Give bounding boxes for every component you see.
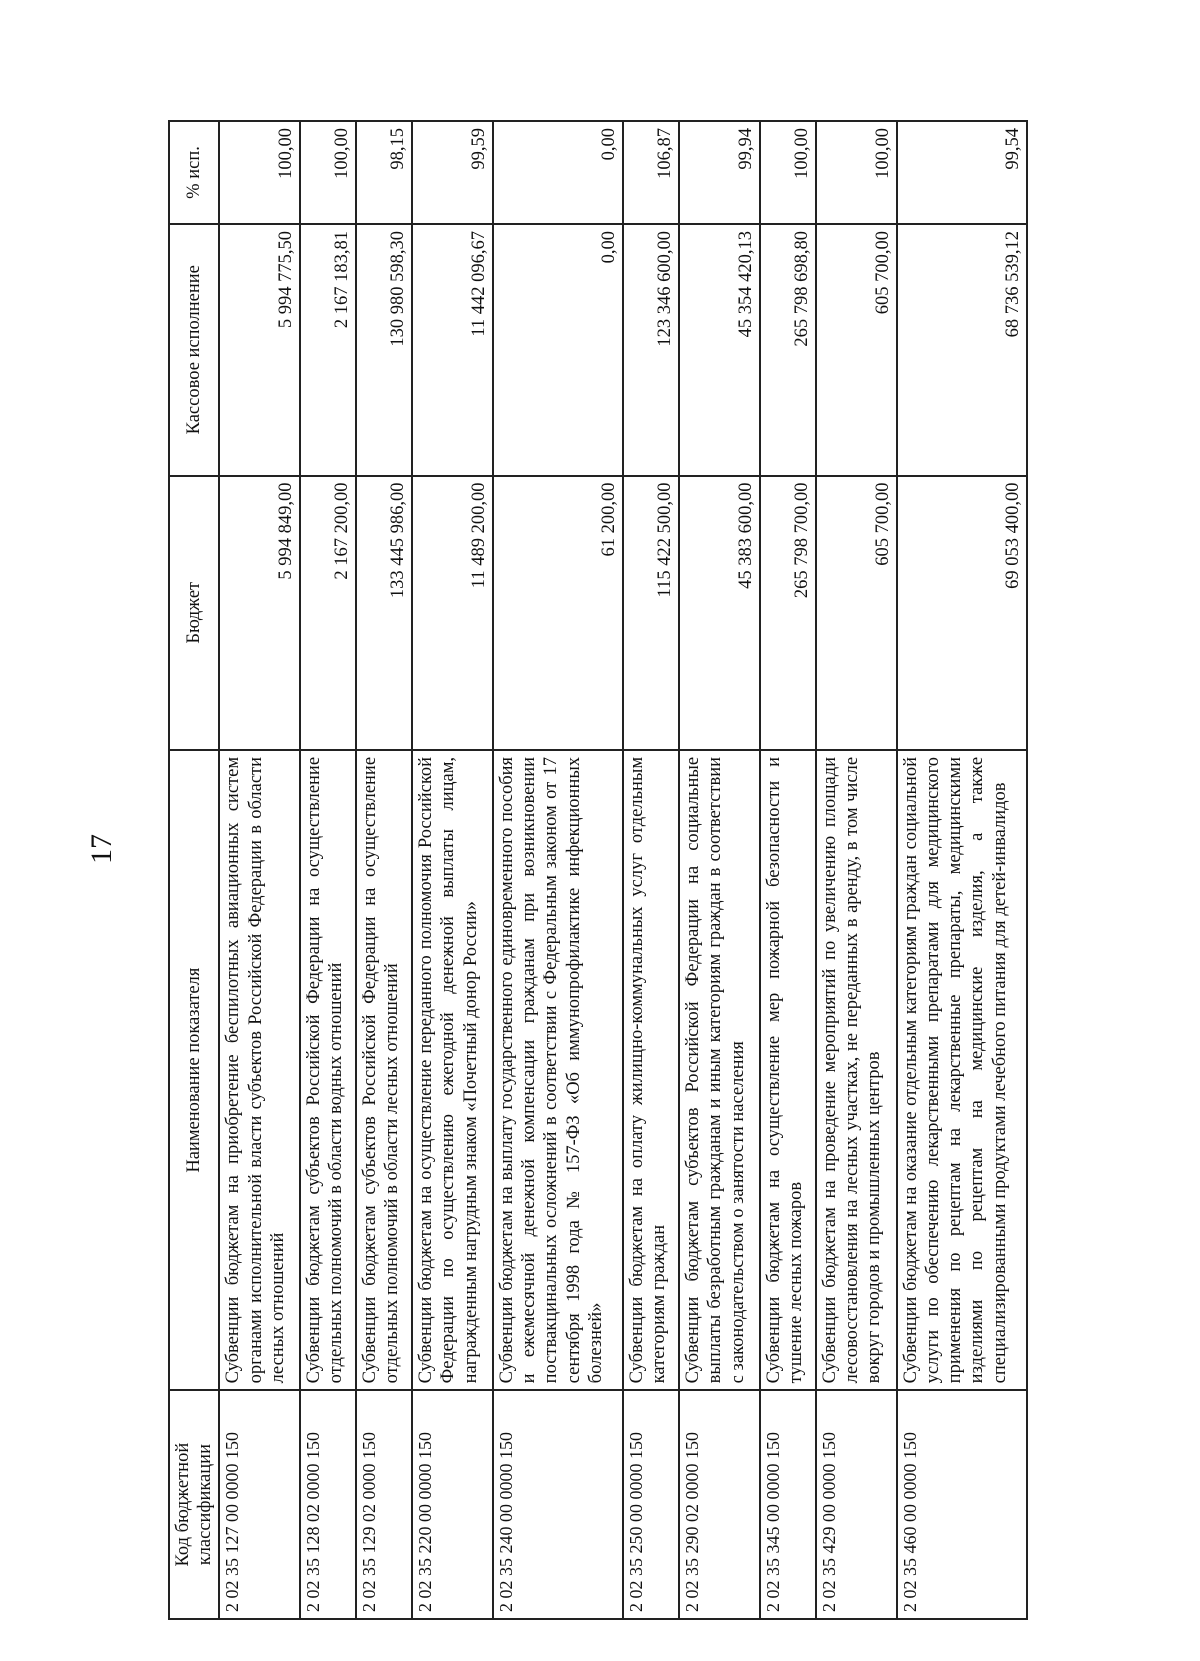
- table-row: [493, 121, 623, 1619]
- row-code: 2 02 35 240 00 0000 150: [493, 1390, 623, 1619]
- row-cash: 265 798 698,80: [760, 224, 816, 476]
- row-pct: 0,00: [493, 121, 623, 224]
- row-name: Субвенции бюджетам субъектов Российской Федерации на осуществление отдельных полномочий в области лесных отношений: [356, 750, 412, 1390]
- row-cash: 2 167 183,81: [300, 224, 356, 476]
- table-row: [219, 121, 300, 1619]
- row-pct: 100,00: [219, 121, 300, 224]
- table-row: [412, 121, 493, 1619]
- header-budget: Бюджет: [169, 476, 219, 750]
- table-row: [760, 121, 816, 1619]
- row-budget: 45 383 600,00: [679, 476, 760, 750]
- table-row: [816, 121, 897, 1619]
- row-budget: 2 167 200,00: [300, 476, 356, 750]
- row-name: Субвенции бюджетам субъектов Российской Федерации на осуществление отдельных полномочий в области водных отношений: [300, 750, 356, 1390]
- row-pct: 100,00: [300, 121, 356, 224]
- row-budget: 265 798 700,00: [760, 476, 816, 750]
- row-code: 2 02 35 220 00 0000 150: [412, 1390, 493, 1619]
- row-pct: 99,59: [412, 121, 493, 224]
- table-row: [356, 121, 412, 1619]
- row-code: 2 02 35 290 02 0000 150: [679, 1390, 760, 1619]
- row-pct: 100,00: [760, 121, 816, 224]
- header-cash: Кассовое исполнение: [169, 224, 219, 476]
- row-name: Субвенции бюджетам на оплату жилищно-коммунальных услуг отдельным категориям граждан: [623, 750, 679, 1390]
- table-row: [623, 121, 679, 1619]
- row-code: 2 02 35 127 00 0000 150: [219, 1390, 300, 1619]
- row-name: Субвенции бюджетам на проведение мероприятий по увеличению площади лесовосстановления на лесных участках, не переданных в аренду, в том числе вокруг городов и промышленных центров: [816, 750, 897, 1390]
- row-cash: 123 346 600,00: [623, 224, 679, 476]
- page-number: 17: [85, 834, 118, 864]
- row-budget: 11 489 200,00: [412, 476, 493, 750]
- header-code: Код бюджетной классификации: [169, 1390, 219, 1619]
- row-name: Субвенции бюджетам на приобретение беспилотных авиационных систем органами исполнительной власти субъектов Российской Федерации в области лесных отношений: [219, 750, 300, 1390]
- row-budget: 5 994 849,00: [219, 476, 300, 750]
- row-code: 2 02 35 345 00 0000 150: [760, 1390, 816, 1619]
- row-pct: 98,15: [356, 121, 412, 224]
- row-name: Субвенции бюджетам на оказание отдельным категориям граждан социальной услуги по обеспечению лекарственными препаратами для медицинского применения по рецептам на лекарственные препараты, медицинскими изделиями по рецептам на медицинские изделия, а также специализированными продуктами лечебного питания для детей-инвалидов: [897, 750, 1027, 1390]
- table-header-row: [169, 121, 219, 1619]
- row-code: 2 02 35 460 00 0000 150: [897, 1390, 1027, 1619]
- header-pct: % исп.: [169, 121, 219, 224]
- row-cash: 5 994 775,50: [219, 224, 300, 476]
- row-cash: 605 700,00: [816, 224, 897, 476]
- row-cash: 130 980 598,30: [356, 224, 412, 476]
- row-cash: 45 354 420,13: [679, 224, 760, 476]
- row-budget: 133 445 986,00: [356, 476, 412, 750]
- row-name: Субвенции бюджетам на осуществление мер пожарной безопасности и тушение лесных пожаров: [760, 750, 816, 1390]
- row-budget: 115 422 500,00: [623, 476, 679, 750]
- row-pct: 99,54: [897, 121, 1027, 224]
- row-cash: 68 736 539,12: [897, 224, 1027, 476]
- row-name: Субвенции бюджетам на выплату государственного единовременного пособия и ежемесячной денежной компенсации гражданам при возникновении поствакцинальных осложнений в соответствии с Федеральным законом от 17 сентября 1998 года № 157-ФЗ «Об иммунопрофилактике инфекционных болезней»: [493, 750, 623, 1390]
- row-code: 2 02 35 129 02 0000 150: [356, 1390, 412, 1619]
- table-row: [679, 121, 760, 1619]
- budget-table: [168, 120, 1028, 1620]
- row-code: 2 02 35 250 00 0000 150: [623, 1390, 679, 1619]
- table-row: [300, 121, 356, 1619]
- row-pct: 100,00: [816, 121, 897, 224]
- row-cash: 0,00: [493, 224, 623, 476]
- row-budget: 61 200,00: [493, 476, 623, 750]
- table-row: [897, 121, 1027, 1619]
- row-name: Субвенции бюджетам субъектов Российской Федерации на социальные выплаты безработным гражданам и иным категориям граждан в соответствии с законодательством о занятости населения: [679, 750, 760, 1390]
- row-cash: 11 442 096,67: [412, 224, 493, 476]
- row-code: 2 02 35 429 00 0000 150: [816, 1390, 897, 1619]
- budget-table-rotated: [168, 120, 1028, 1620]
- row-code: 2 02 35 128 02 0000 150: [300, 1390, 356, 1619]
- row-name: Субвенции бюджетам на осуществление переданного полномочия Российской Федерации по осуществлению ежегодной денежной выплаты лицам, награжденным нагрудным знаком «Почетный донор России»: [412, 750, 493, 1390]
- row-budget: 69 053 400,00: [897, 476, 1027, 750]
- row-pct: 106,87: [623, 121, 679, 224]
- row-pct: 99,94: [679, 121, 760, 224]
- header-name: Наименование показателя: [169, 750, 219, 1390]
- row-budget: 605 700,00: [816, 476, 897, 750]
